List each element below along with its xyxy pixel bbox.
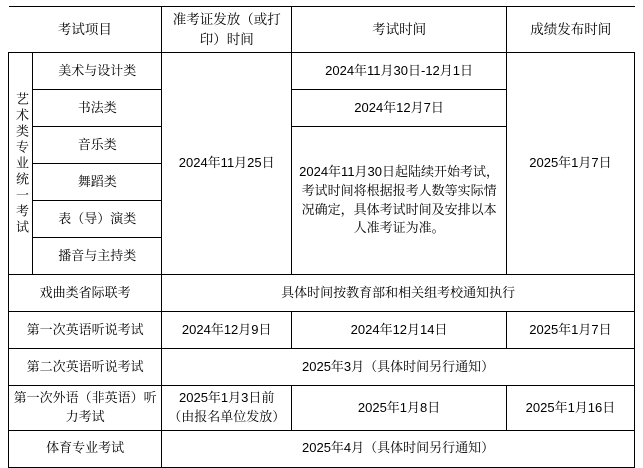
row-item-foreign-language-listening-1: 第一次外语（非英语）听力考试 (9, 386, 162, 431)
header-ticket-time: 准考证发放（或打印）时间 (162, 7, 292, 53)
art-exam-time-calligraphy: 2024年12月7日 (292, 90, 507, 127)
table-row (9, 53, 635, 90)
ticket-time-english-listening-1: 2024年12月9日 (162, 312, 292, 349)
row-item-opera-joint-exam: 戏曲类省际联考 (9, 275, 162, 312)
art-item-acting-directing: 表（导）演类 (33, 201, 162, 238)
header-result-time: 成绩发布时间 (506, 7, 634, 53)
row-item-english-listening-1: 第一次英语听说考试 (9, 312, 162, 349)
art-item-fine-arts: 美术与设计类 (33, 53, 162, 90)
row-value-opera-joint-exam: 具体时间按教育部和相关组考校通知执行 (162, 275, 635, 312)
art-ticket-time: 2024年11月25日 (162, 53, 292, 275)
header-exam-item: 考试项目 (9, 7, 162, 53)
table-header (9, 7, 635, 53)
art-result-time: 2025年1月7日 (506, 53, 634, 275)
result-time-english-listening-1: 2025年1月7日 (506, 312, 634, 349)
table-row (9, 430, 635, 467)
header-exam-time: 考试时间 (292, 7, 507, 53)
result-time-foreign-language-listening-1: 2025年1月16日 (506, 386, 634, 431)
header-row (9, 7, 635, 53)
table-row (9, 349, 635, 386)
row-value-sports-exam: 2025年4月（具体时间另行通知） (162, 430, 635, 467)
art-exam-time-note: 2024年11月30日起陆续开始考试，考试时间将根据报考人数等实际情况确定，具体考试时间及安排以本人准考证为准。 (292, 127, 507, 275)
art-group-label: 艺术类专业统一考试 (9, 53, 33, 275)
table-body (9, 53, 635, 468)
exam-schedule-table (8, 6, 635, 468)
exam-time-foreign-language-listening-1: 2025年1月8日 (292, 386, 507, 431)
art-item-calligraphy: 书法类 (33, 90, 162, 127)
row-item-sports-exam: 体育专业考试 (9, 430, 162, 467)
art-exam-time-fine-arts: 2024年11月30日-12月1日 (292, 53, 507, 90)
art-item-music: 音乐类 (33, 127, 162, 164)
row-item-english-listening-2: 第二次英语听说考试 (9, 349, 162, 386)
art-item-broadcasting-hosting: 播音与主持类 (33, 238, 162, 275)
table-row (9, 386, 635, 431)
table-row (9, 275, 635, 312)
table-row (9, 312, 635, 349)
ticket-time-foreign-language-listening-1: 2025年1月3日前（由报名单位发放） (162, 386, 292, 431)
art-item-dance: 舞蹈类 (33, 164, 162, 201)
exam-time-english-listening-1: 2024年12月14日 (292, 312, 507, 349)
row-value-english-listening-2: 2025年3月（具体时间另行通知） (162, 349, 635, 386)
